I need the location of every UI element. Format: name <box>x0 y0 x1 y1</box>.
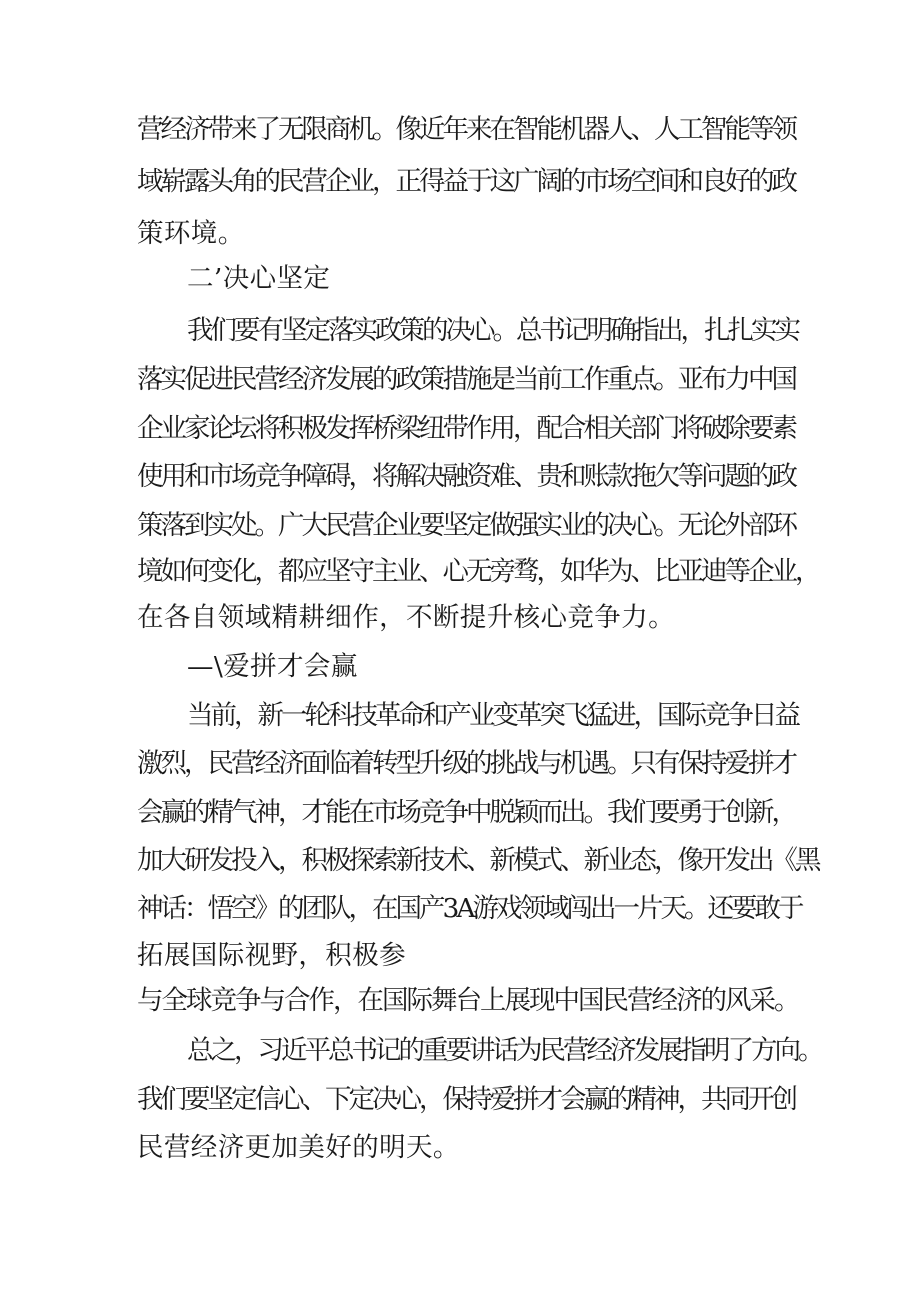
section-heading: —\爱拼才会赢 <box>187 651 358 682</box>
text-line: 当前，新一轮科技革命和产业变革突飞猛进，国际竞争日益 <box>187 700 798 731</box>
text-line: 使用和市场竞争障碍，将解决融资难、贵和账款拖欠等问题的政 <box>137 461 795 492</box>
text-line: 会赢的精气神，才能在市场竞争中脱颖而出。我们要勇于创新， <box>137 797 795 828</box>
text-line: 境如何变化，都应坚守主业、心无旁骛，如华为、比亚迪等企业， <box>137 556 819 587</box>
text-line: 策环境。 <box>137 218 245 249</box>
text-line: 加大研发投入，积极探索新技术、新模式、新业态，像开发出《黑 <box>137 845 819 876</box>
text-line: 落实促进民营经济发展的政策措施是当前工作重点。亚布力中国 <box>137 364 795 395</box>
text-line: 激烈，民营经济面临着转型升级的挑战与机遇。只有保持爱拼才 <box>137 748 795 779</box>
text-line: 民营经济更加美好的明天。 <box>137 1132 460 1163</box>
text-line: 我们要坚定信心、下定决心，保持爱拼才会赢的精神，共同开创 <box>137 1084 795 1115</box>
text-line: 企业家论坛将积极发挥桥梁纽带作用，配合相关部门将破除要素 <box>137 413 795 444</box>
text-line: 神话：悟空》的团队，在国产3A游戏领域闯出一片天。还要敢于 <box>137 893 802 924</box>
text-line: 策落到实处。广大民营企业要坚定做强实业的决心。无论外部环 <box>137 510 795 541</box>
text-line: 域崭露头角的民营企业，正得益于这广阔的市场空间和良好的政 <box>137 166 795 197</box>
section-heading: 二’决心坚定 <box>187 263 331 294</box>
text-line: 我们要有坚定落实政策的决心。总书记明确指出，扎扎实实 <box>187 315 798 346</box>
text-line: 营经济带来了无限商机。像近年来在智能机器人、人工智能等领 <box>137 114 795 145</box>
text-line: 在各自领域精耕细作，不断提升核心竞争力。 <box>137 602 675 633</box>
text-line: 总之，习近平总书记的重要讲话为民营经济发展指明了方向。 <box>187 1035 822 1066</box>
text-line: 拓展国际视野，积极参 <box>137 940 406 971</box>
text-line: 与全球竞争与合作，在国际舞台上展现中国民营经济的风采。 <box>137 985 799 1016</box>
